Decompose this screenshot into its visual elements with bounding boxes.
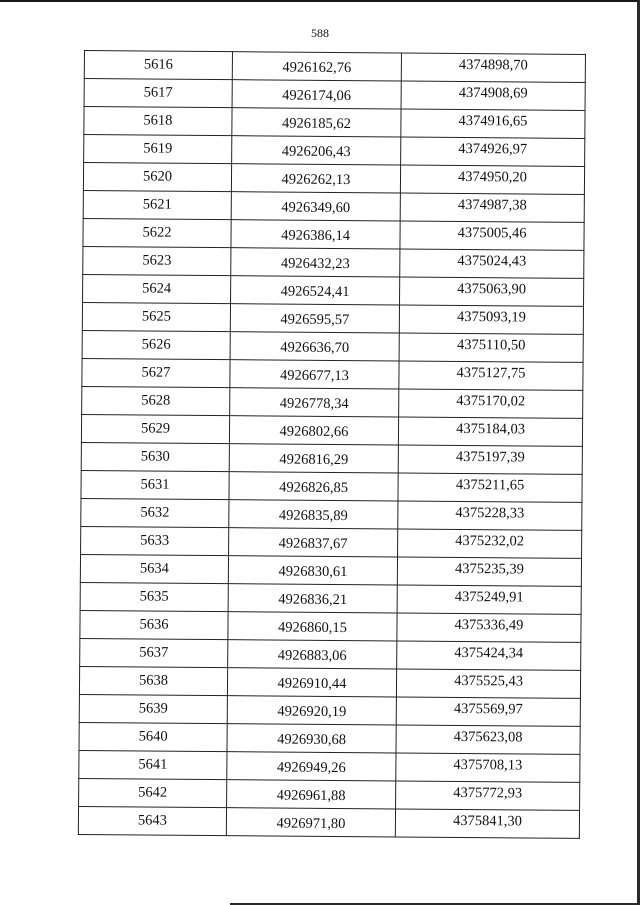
table-row	[83, 190, 584, 222]
x-coordinate-cell: 4926920,19	[227, 696, 396, 725]
x-coordinate-cell: 4926826,85	[229, 472, 398, 501]
y-coordinate-cell: 4375024,43	[400, 249, 584, 278]
coordinates-table-body	[78, 51, 585, 839]
table-row	[82, 386, 583, 418]
x-coordinate-cell: 4926432,23	[231, 248, 400, 277]
point-number-cell: 5635	[80, 582, 228, 611]
point-number-cell: 5641	[79, 750, 227, 779]
table-row	[81, 526, 582, 558]
x-coordinate-cell: 4926386,14	[231, 220, 400, 249]
x-coordinate-cell: 4926830,61	[228, 556, 397, 585]
x-coordinate-cell: 4926837,67	[229, 528, 398, 557]
y-coordinate-cell: 4375127,75	[399, 361, 583, 390]
x-coordinate-cell: 4926836,21	[228, 584, 397, 613]
point-number-cell: 5625	[82, 302, 230, 331]
table-row	[83, 218, 584, 250]
point-number-cell: 5629	[81, 414, 229, 443]
point-number-cell: 5624	[83, 274, 231, 303]
y-coordinate-cell: 4375569,97	[396, 697, 580, 726]
x-coordinate-cell: 4926636,70	[230, 332, 399, 361]
table-row	[83, 274, 584, 306]
y-coordinate-cell: 4375093,19	[399, 305, 583, 334]
table-row	[80, 582, 581, 614]
y-coordinate-cell: 4375005,46	[400, 221, 584, 250]
point-number-cell: 5640	[79, 722, 227, 751]
point-number-cell: 5627	[82, 358, 230, 387]
point-number-cell: 5631	[81, 470, 229, 499]
table-row	[81, 414, 582, 446]
point-number-cell: 5617	[84, 79, 232, 108]
y-coordinate-cell: 4375232,02	[398, 529, 582, 558]
x-coordinate-cell: 4926910,44	[227, 668, 396, 697]
x-coordinate-cell: 4926162,76	[232, 52, 401, 81]
table-row	[84, 107, 585, 139]
table-row	[84, 135, 585, 167]
point-number-cell: 5643	[78, 806, 226, 835]
point-number-cell: 5618	[84, 107, 232, 136]
coordinates-table	[78, 50, 586, 839]
point-number-cell: 5630	[81, 442, 229, 471]
x-coordinate-cell: 4926949,26	[227, 752, 396, 781]
table-row	[79, 750, 580, 782]
point-number-cell: 5633	[81, 526, 229, 555]
table-row	[82, 358, 583, 390]
page-number: 588	[311, 26, 329, 40]
x-coordinate-cell: 4926778,34	[230, 388, 399, 417]
point-number-cell: 5642	[79, 778, 227, 807]
y-coordinate-cell: 4375525,43	[396, 669, 580, 698]
y-coordinate-cell: 4375235,39	[397, 557, 581, 586]
point-number-cell: 5623	[83, 246, 231, 275]
y-coordinate-cell: 4375211,65	[398, 473, 582, 502]
x-coordinate-cell: 4926262,13	[231, 164, 400, 193]
x-coordinate-cell: 4926206,43	[232, 136, 401, 165]
x-coordinate-cell: 4926677,13	[230, 360, 399, 389]
x-coordinate-cell: 4926185,62	[232, 108, 401, 137]
table-row	[80, 610, 581, 642]
x-coordinate-cell: 4926349,60	[231, 192, 400, 221]
table-row	[81, 498, 582, 530]
y-coordinate-cell: 4375772,93	[396, 781, 580, 810]
table-row	[83, 246, 584, 278]
y-coordinate-cell: 4374908,69	[401, 81, 585, 110]
point-number-cell: 5639	[79, 694, 227, 723]
table-row	[79, 778, 580, 810]
y-coordinate-cell: 4374898,70	[401, 53, 585, 82]
y-coordinate-cell: 4375170,02	[399, 389, 583, 418]
x-coordinate-cell: 4926802,66	[229, 416, 398, 445]
y-coordinate-cell: 4375623,08	[396, 725, 580, 754]
table-row	[78, 806, 579, 838]
point-number-cell: 5620	[83, 163, 231, 192]
point-number-cell: 5622	[83, 218, 231, 247]
table-row	[80, 638, 581, 670]
point-number-cell: 5621	[83, 190, 231, 219]
x-coordinate-cell: 4926961,88	[227, 780, 396, 809]
x-coordinate-cell: 4926883,06	[228, 640, 397, 669]
point-number-cell: 5637	[80, 638, 228, 667]
table-row	[84, 79, 585, 111]
table-row	[82, 330, 583, 362]
x-coordinate-cell: 4926524,41	[231, 276, 400, 305]
y-coordinate-cell: 4375184,03	[398, 417, 582, 446]
y-coordinate-cell: 4375708,13	[396, 753, 580, 782]
x-coordinate-cell: 4926595,57	[230, 304, 399, 333]
point-number-cell: 5619	[84, 135, 232, 164]
point-number-cell: 5636	[80, 610, 228, 639]
table-row	[79, 722, 580, 754]
point-number-cell: 5628	[82, 386, 230, 415]
y-coordinate-cell: 4375336,49	[397, 613, 581, 642]
y-coordinate-cell: 4374950,20	[400, 165, 584, 194]
x-coordinate-cell: 4926971,80	[226, 808, 395, 837]
x-coordinate-cell: 4926835,89	[229, 500, 398, 529]
x-coordinate-cell: 4926816,29	[229, 444, 398, 473]
y-coordinate-cell: 4375228,33	[398, 501, 582, 530]
table-row	[81, 470, 582, 502]
x-coordinate-cell: 4926930,68	[227, 724, 396, 753]
y-coordinate-cell: 4375249,91	[397, 585, 581, 614]
y-coordinate-cell: 4375197,39	[398, 445, 582, 474]
table-row	[80, 554, 581, 586]
scan-border-top	[0, 0, 640, 2]
y-coordinate-cell: 4375063,90	[400, 277, 584, 306]
point-number-cell: 5616	[84, 51, 232, 80]
point-number-cell: 5634	[80, 554, 228, 583]
y-coordinate-cell: 4375110,50	[399, 333, 583, 362]
table-row	[83, 163, 584, 195]
y-coordinate-cell: 4375841,30	[395, 809, 579, 838]
point-number-cell: 5638	[79, 666, 227, 695]
x-coordinate-cell: 4926860,15	[228, 612, 397, 641]
y-coordinate-cell: 4374916,65	[401, 109, 585, 138]
point-number-cell: 5626	[82, 330, 230, 359]
y-coordinate-cell: 4375424,34	[397, 641, 581, 670]
y-coordinate-cell: 4374987,38	[400, 193, 584, 222]
table-row	[81, 442, 582, 474]
table-row	[79, 666, 580, 698]
table-row	[82, 302, 583, 334]
x-coordinate-cell: 4926174,06	[232, 80, 401, 109]
y-coordinate-cell: 4374926,97	[401, 137, 585, 166]
point-number-cell: 5632	[81, 498, 229, 527]
table-row	[79, 694, 580, 726]
table-row	[84, 51, 585, 83]
